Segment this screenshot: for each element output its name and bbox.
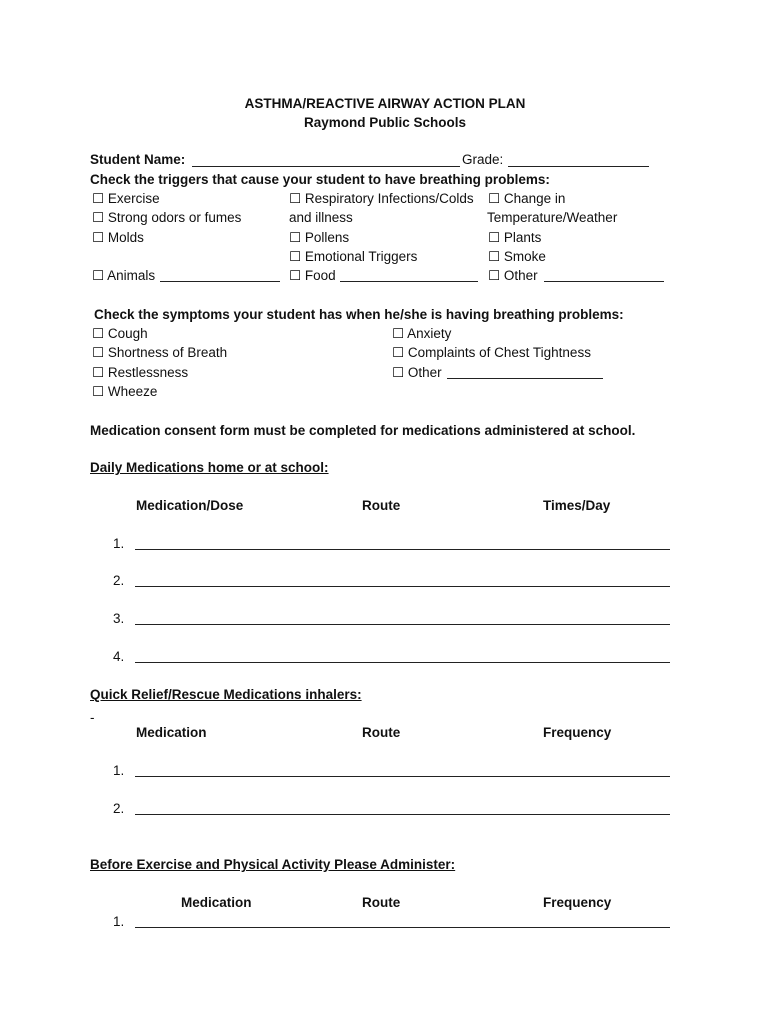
- quick-row-line[interactable]: [135, 814, 670, 815]
- daily-meds-heading: Daily Medications home or at school:: [90, 460, 329, 475]
- daily-row-number: 4.: [113, 649, 125, 664]
- symptom-shortness-checkbox[interactable]: ☐ Shortness of Breath: [92, 345, 228, 360]
- trigger-other-checkbox[interactable]: ☐ Other: [488, 268, 538, 283]
- trigger-food-field[interactable]: [340, 281, 478, 282]
- trigger-molds-checkbox[interactable]: ☐ Molds: [92, 230, 144, 245]
- quick-col-frequency: Frequency: [543, 725, 612, 740]
- daily-col-route: Route: [362, 498, 401, 513]
- trigger-odors-checkbox[interactable]: ☐ Strong odors or fumes: [92, 210, 242, 225]
- quick-relief-heading: Quick Relief/Rescue Medications inhalers:: [90, 687, 362, 702]
- symptom-chest-checkbox[interactable]: ☐ Complaints of Chest Tightness: [392, 345, 591, 360]
- trigger-other-field[interactable]: [544, 281, 664, 282]
- trigger-change-checkbox[interactable]: ☐ Change in: [488, 191, 566, 206]
- quick-row-number: 1.: [113, 763, 125, 778]
- trigger-respiratory-continued: and illness: [289, 210, 353, 225]
- daily-row-number: 3.: [113, 611, 125, 626]
- trigger-respiratory-checkbox[interactable]: ☐ Respiratory Infections/Colds: [289, 191, 474, 206]
- exercise-col-frequency: Frequency: [543, 895, 612, 910]
- trigger-pollens-checkbox[interactable]: ☐ Pollens: [289, 230, 350, 245]
- exercise-col-route: Route: [362, 895, 401, 910]
- daily-row-line[interactable]: [135, 624, 670, 625]
- grade-label: Grade:: [462, 152, 504, 167]
- trigger-food-checkbox[interactable]: ☐ Food: [289, 268, 336, 283]
- daily-row-number: 2.: [113, 573, 125, 588]
- student-name-field[interactable]: [192, 166, 460, 167]
- symptom-wheeze-checkbox[interactable]: ☐ Wheeze: [92, 384, 158, 399]
- symptoms-heading: Check the symptoms your student has when he/she is having breathing problems:: [94, 307, 624, 322]
- quick-col-route: Route: [362, 725, 401, 740]
- daily-row-line[interactable]: [135, 549, 670, 550]
- trigger-animals-field[interactable]: [160, 281, 280, 282]
- symptom-cough-checkbox[interactable]: ☐ Cough: [92, 326, 148, 341]
- trigger-change-continued: Temperature/Weather: [487, 210, 618, 225]
- daily-col-times: Times/Day: [543, 498, 611, 513]
- grade-field[interactable]: [508, 166, 649, 167]
- symptom-anxiety-checkbox[interactable]: ☐ Anxiety: [392, 326, 452, 341]
- triggers-heading: Check the triggers that cause your student to have breathing problems:: [90, 172, 550, 187]
- exercise-row-number: 1.: [113, 914, 125, 929]
- form-title: ASTHMA/REACTIVE AIRWAY ACTION PLAN: [244, 96, 526, 111]
- daily-row-number: 1.: [113, 536, 125, 551]
- consent-note: Medication consent form must be completed for medications administered at school.: [90, 423, 636, 438]
- trigger-emotional-checkbox[interactable]: ☐ Emotional Triggers: [289, 249, 418, 264]
- trigger-plants-checkbox[interactable]: ☐ Plants: [488, 230, 542, 245]
- exercise-heading: Before Exercise and Physical Activity Please Administer:: [90, 857, 456, 872]
- quick-col-medication: Medication: [136, 725, 207, 740]
- daily-row-line[interactable]: [135, 662, 670, 663]
- trigger-smoke-checkbox[interactable]: ☐ Smoke: [488, 249, 546, 264]
- school-name: Raymond Public Schools: [303, 115, 467, 130]
- trigger-animals-checkbox[interactable]: ☐ Animals: [92, 268, 156, 283]
- daily-col-medication: Medication/Dose: [136, 498, 244, 513]
- trigger-exercise-checkbox[interactable]: ☐ Exercise: [92, 191, 160, 206]
- quick-row-number: 2.: [113, 801, 125, 816]
- exercise-col-medication: Medication: [181, 895, 252, 910]
- quick-relief-dash: -: [90, 710, 95, 725]
- student-name-label: Student Name:: [90, 152, 186, 167]
- symptom-other-field[interactable]: [447, 378, 603, 379]
- exercise-row-line[interactable]: [135, 927, 670, 928]
- quick-row-line[interactable]: [135, 776, 670, 777]
- symptom-restlessness-checkbox[interactable]: ☐ Restlessness: [92, 365, 189, 380]
- daily-row-line[interactable]: [135, 586, 670, 587]
- symptom-other-checkbox[interactable]: ☐ Other: [392, 365, 442, 380]
